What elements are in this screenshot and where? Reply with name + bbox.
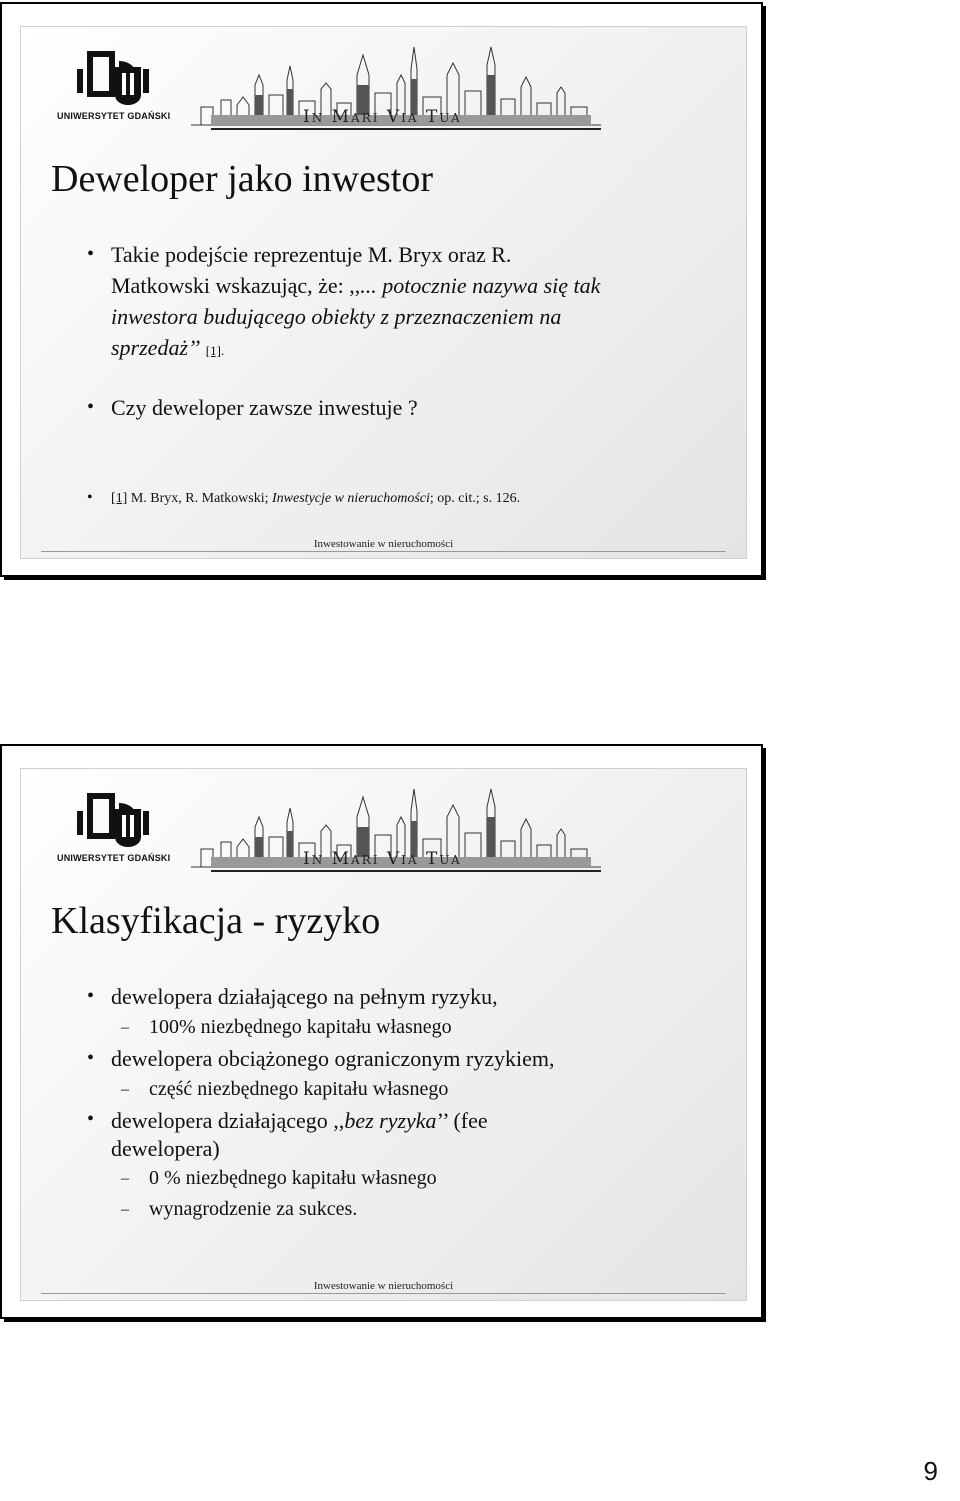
motto: In Mari Via Tua — [303, 849, 462, 869]
motto: In Mari Via Tua — [303, 107, 462, 127]
list-item — [111, 392, 761, 423]
footnote-authors: M. Bryx, R. Matkowski; — [127, 491, 273, 506]
sub-bullet-text: wynagrodzenie za sukces. — [149, 1198, 358, 1220]
logo-text: UNIWERSYTET GDAŃSKI — [57, 111, 171, 121]
slide-footer: Inwestowanie w nieruchomości — [313, 538, 454, 550]
bullet-quote: bez ryzyka — [344, 1108, 437, 1133]
footnote-ref-link[interactable]: [1] — [205, 343, 221, 358]
list-item — [111, 239, 761, 366]
logo-text: UNIWERSYTET GDAŃSKI — [57, 853, 171, 863]
slide-2 — [0, 744, 763, 1319]
bullet-text: Matkowski wskazując, że: ,, — [111, 273, 361, 298]
university-crest-icon — [73, 47, 153, 107]
page-number: 9 — [923, 1456, 938, 1486]
bullet-quote: inwestora budującego obiekty z przeznaczeniem na — [111, 304, 562, 329]
header-divider — [211, 870, 601, 872]
university-crest-icon — [73, 789, 153, 849]
bullet-text: Takie podejście reprezentuje M. Bryx oraz R. — [111, 242, 512, 267]
list-item — [111, 981, 761, 1012]
bullet-dot: • — [87, 489, 93, 506]
slide-1 — [0, 2, 763, 577]
bullet-text: ’’ (fee — [436, 1108, 488, 1133]
slide-title: Deweloper jako inwestor — [51, 158, 433, 200]
bullet-text: Czy deweloper zawsze inwestuje ? — [111, 395, 418, 420]
sub-bullet-text: część niezbędnego kapitału własnego — [149, 1078, 449, 1100]
sub-list-item — [111, 1074, 761, 1105]
footnote — [87, 489, 521, 507]
sub-list-item — [111, 1012, 761, 1043]
footer-divider — [41, 551, 726, 552]
footnote-book-title: Inwestycje w nieruchomości — [272, 491, 430, 506]
slide-footer: Inwestowanie w nieruchomości — [313, 1280, 454, 1292]
bullet-quote: ... potocznie nazywa się tak — [360, 273, 601, 298]
bullet-text: dewelopera działającego na pełnym ryzyku, — [111, 984, 498, 1009]
bullet-list — [111, 239, 761, 423]
header-divider — [211, 128, 601, 130]
sub-bullet-text: 100% niezbędnego kapitału własnego — [149, 1016, 452, 1038]
bullet-text: dewelopera działającego ,, — [111, 1108, 345, 1133]
slide-background — [20, 26, 747, 559]
bullet-text: dewelopera obciążonego ograniczonym ryzykiem, — [111, 1046, 555, 1071]
university-logo — [57, 789, 171, 869]
sub-list-item — [111, 1194, 761, 1225]
footnote-ref-link[interactable]: [1] — [111, 491, 128, 506]
list-item — [111, 1043, 761, 1074]
university-logo — [57, 47, 171, 127]
slide-title: Klasyfikacja - ryzyko — [51, 900, 381, 942]
bullet-list — [111, 981, 761, 1225]
footnote-rest: ; op. cit.; s. 126. — [429, 491, 521, 506]
bullet-end: . — [220, 343, 225, 358]
slide-background — [20, 768, 747, 1301]
footer-divider — [41, 1293, 726, 1294]
list-item — [111, 1105, 761, 1163]
sub-bullet-text: 0 % niezbędnego kapitału własnego — [149, 1167, 437, 1189]
bullet-text: dewelopera) — [111, 1136, 220, 1161]
sub-list-item — [111, 1163, 761, 1194]
bullet-quote: sprzedaż’’ — [111, 335, 201, 360]
